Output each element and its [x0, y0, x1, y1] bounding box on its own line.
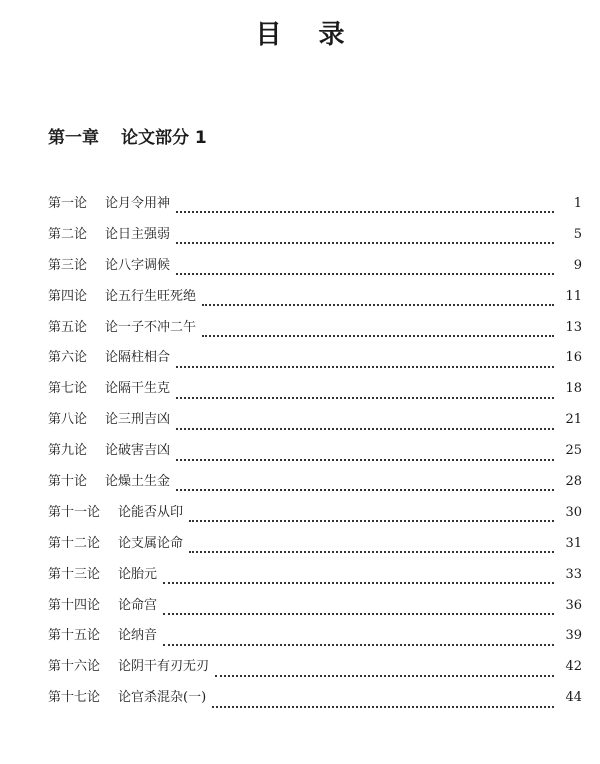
dot-leader — [163, 644, 554, 646]
toc-entry-title: 论隔干生克 — [105, 381, 171, 397]
toc-entry-number: 第三论 — [48, 257, 88, 273]
toc-entry[interactable] — [48, 379, 582, 410]
toc-entry[interactable] — [48, 410, 582, 441]
toc-entry-number: 第四论 — [48, 288, 88, 304]
chapter-number: 第一章 — [48, 128, 99, 148]
toc-entry-number: 第一论 — [48, 196, 88, 211]
toc-entry-title: 论能否从印 — [118, 504, 184, 520]
toc-entry-title: 论燥土生金 — [105, 474, 171, 490]
toc-entry-page: 31 — [565, 535, 582, 551]
dot-leader — [176, 459, 554, 461]
toc-entry[interactable] — [48, 534, 582, 565]
toc-entry[interactable] — [48, 441, 582, 472]
dot-leader — [212, 706, 554, 708]
toc-entry-page: 36 — [565, 597, 582, 613]
dot-leader — [176, 397, 554, 399]
dot-leader — [202, 335, 554, 337]
toc-entry-title: 论日主强弱 — [105, 226, 171, 242]
toc-entry-number: 第十二论 — [48, 535, 101, 551]
dot-leader — [176, 428, 554, 430]
toc-entry-page: 21 — [565, 412, 582, 428]
toc-entry[interactable] — [48, 596, 582, 627]
toc-entry-number: 第五论 — [48, 319, 88, 335]
toc-entry-page: 33 — [565, 566, 582, 582]
toc-entry-number: 第六论 — [48, 350, 88, 366]
toc-entry[interactable] — [48, 194, 582, 225]
toc-entry[interactable] — [48, 318, 582, 349]
toc-entry-number: 第二论 — [48, 226, 88, 242]
toc-entry-page: 25 — [565, 443, 582, 459]
dot-leader — [176, 273, 554, 275]
toc-entry-page: 11 — [565, 288, 582, 304]
toc-entry-title: 论纳音 — [118, 628, 158, 644]
toc-entry[interactable] — [48, 225, 582, 256]
dot-leader — [176, 366, 554, 368]
toc-entry-number: 第十论 — [48, 474, 88, 490]
page-title: 目 录 — [255, 20, 359, 50]
toc-entry-page: 39 — [565, 628, 582, 644]
toc-entry[interactable] — [48, 256, 582, 287]
toc-entry-number: 第十六论 — [48, 659, 101, 675]
toc-entry-number: 第九论 — [48, 443, 88, 459]
toc-entry-number: 第七论 — [48, 381, 88, 397]
toc-entry-title: 论八字调候 — [105, 257, 171, 273]
chapter-heading — [48, 126, 207, 150]
toc-entry[interactable] — [48, 348, 582, 379]
toc-entry-title: 论一子不冲二午 — [105, 319, 197, 335]
toc-entry-page: 9 — [573, 257, 582, 273]
chapter-title: 论文部分 1 — [121, 128, 207, 148]
toc-entry[interactable] — [48, 688, 582, 719]
toc-entry-page: 42 — [565, 659, 582, 675]
toc-entry-title: 论支属论命 — [118, 535, 184, 551]
dot-leader — [189, 520, 554, 522]
toc-entry-page: 18 — [565, 381, 582, 397]
toc-entry-title: 论三刑吉凶 — [105, 412, 171, 428]
toc-entry-title: 论月令用神 — [105, 196, 171, 211]
toc-entry-page: 13 — [565, 319, 582, 335]
toc-entry[interactable] — [48, 626, 582, 657]
toc-entry-number: 第十一论 — [48, 504, 101, 520]
dot-leader — [176, 242, 554, 244]
toc-entry-page: 30 — [565, 504, 582, 520]
toc-entry-page: 5 — [573, 226, 582, 242]
toc-list — [48, 194, 582, 719]
toc-entry-title: 论阴干有刃无刃 — [118, 659, 210, 675]
toc-entry[interactable] — [48, 287, 582, 318]
toc-entry-number: 第十七论 — [48, 690, 101, 706]
toc-entry-number: 第十四论 — [48, 597, 101, 613]
toc-entry-number: 第八论 — [48, 412, 88, 428]
dot-leader — [163, 582, 554, 584]
toc-entry-title: 论官杀混杂(一) — [118, 690, 207, 706]
dot-leader — [176, 489, 554, 491]
dot-leader — [176, 211, 554, 213]
toc-entry-page: 44 — [565, 690, 582, 706]
toc-entry-number: 第十五论 — [48, 628, 101, 644]
toc-entry-number: 第十三论 — [48, 566, 101, 582]
toc-entry-title: 论隔柱相合 — [105, 350, 171, 366]
toc-entry-title: 论命宫 — [118, 597, 158, 613]
toc-entry-page: 28 — [565, 474, 582, 490]
toc-entry-page: 16 — [565, 350, 582, 366]
toc-entry-title: 论五行生旺死绝 — [105, 288, 197, 304]
toc-entry[interactable] — [48, 472, 582, 503]
toc-entry[interactable] — [48, 503, 582, 534]
toc-entry[interactable] — [48, 565, 582, 596]
dot-leader — [189, 551, 554, 553]
dot-leader — [163, 613, 554, 615]
toc-entry-title: 论胎元 — [118, 566, 158, 582]
dot-leader — [202, 304, 554, 306]
dot-leader — [215, 675, 554, 677]
toc-entry[interactable] — [48, 657, 582, 688]
toc-entry-page: 1 — [573, 196, 582, 211]
toc-entry-title: 论破害吉凶 — [105, 443, 171, 459]
